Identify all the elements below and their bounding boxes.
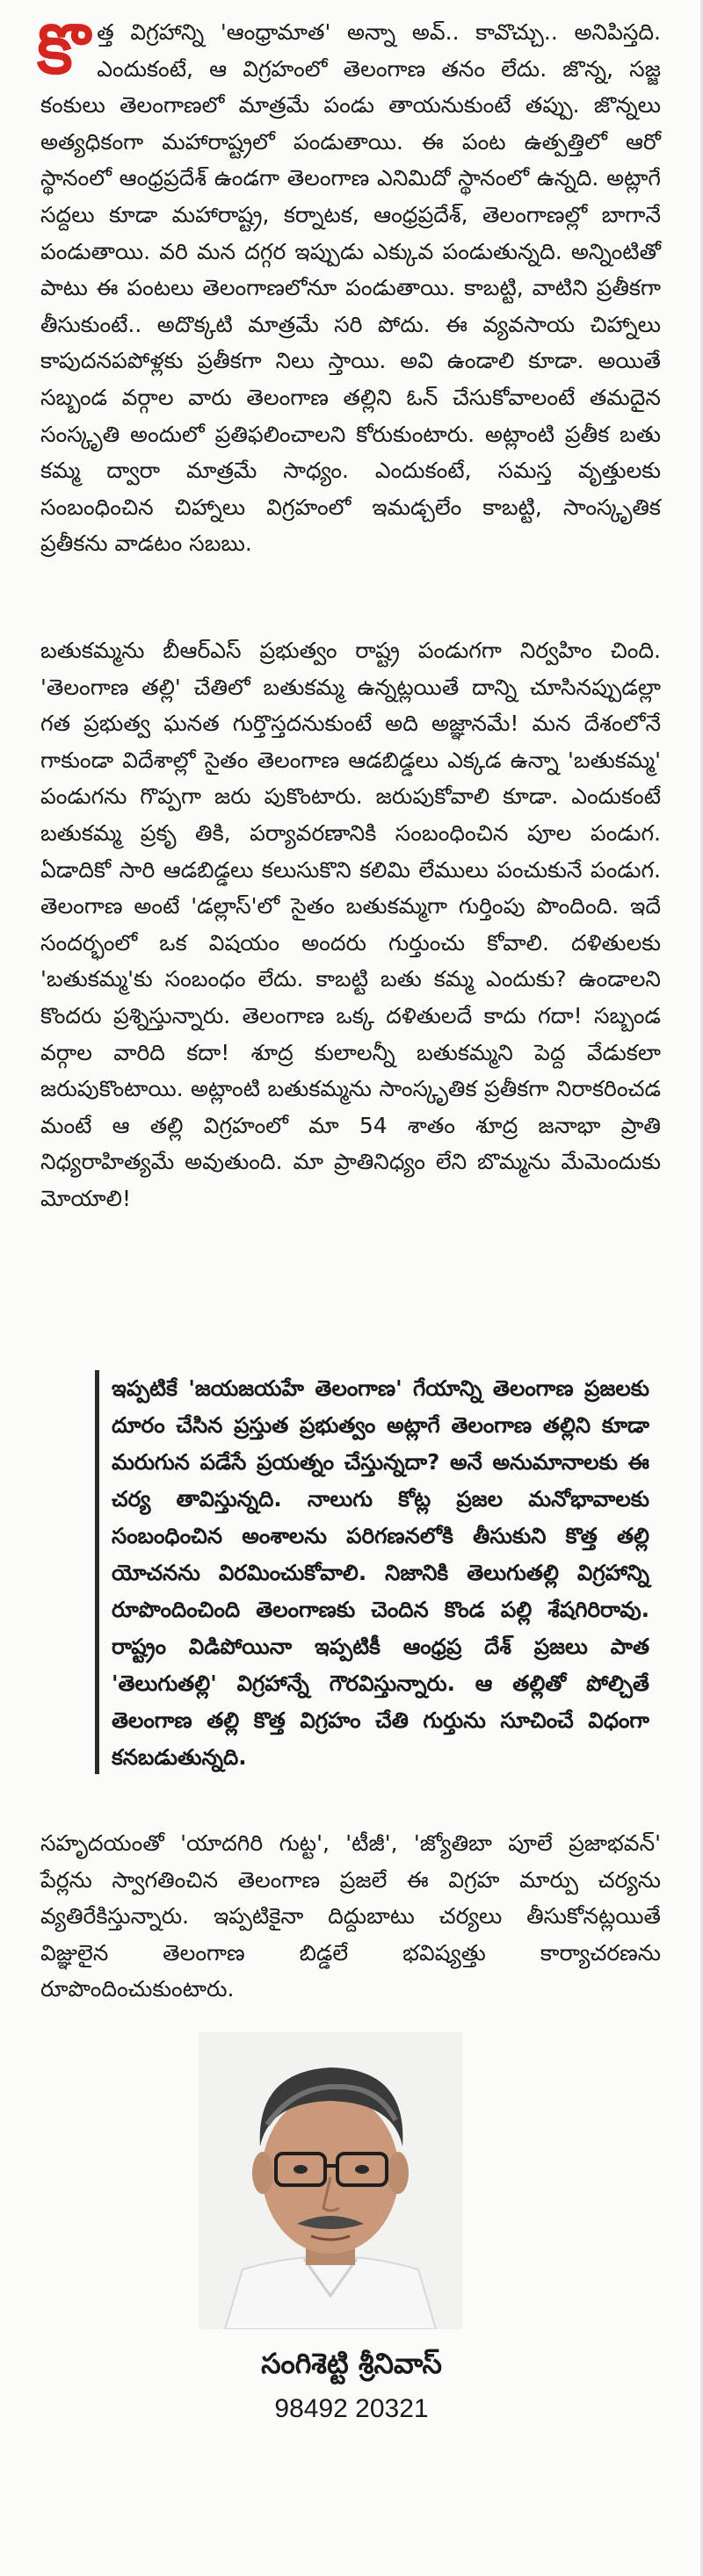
author-photo bbox=[199, 2032, 462, 2329]
paragraph-2-wrapper bbox=[40, 632, 661, 1217]
paragraph-1-wrapper bbox=[37, 10, 661, 562]
paragraph-2: బతుకమ్మను బీఆర్ఎస్ ప్రభుత్వం రాష్ట్ర పండుగగా నిర్వహిం చింది. 'తెలంగాణ తల్లి' చేతిలో బతుకమ్మ ఉన్నట్లయితే దాన్ని చూసినప్పుడల్లా గత ప్రభుత్వ ఘనత గుర్తొస్తదనుకుంటే అది అజ్ఞానమే! మన దేశంలోనే గాకుండా విదేశాల్లో సైతం తెలంగాణ ఆడబిడ్డలు ఎక్కడ ఉన్నా 'బతుకమ్మ' పండుగను గొప్పగా జరు పుకొంటారు. జరుపుకోవాలి కూడా. ఎందుకంటే బతుకమ్మ ప్రకృ తికి, పర్యావరణానికి సంబంధించిన పూల పండుగ. ఏడాదికో సారి ఆడబిడ్డలు కలుసుకొని కలిమి లేములు పంచుకునే పండుగ. తెలంగాణ అంటే 'డల్లాస్'లో సైతం బతుకమ్మగా గుర్తింపు పొందింది. ఇదే సందర్భంలో ఒక విషయం అందరు గుర్తుంచు కోవాలి. దళితులకు 'బతుకమ్మ'కు సంబంధం లేదు. కాబట్టి బతు కమ్మ ఎందుకు? ఉండాలని కొందరు ప్రశ్నిస్తున్నారు. తెలంగాణ ఒక్క దళితులదే కాదు గదా! సబ్బండ వర్గాల వారిది కదా! శూద్ర కులాలన్నీ బతుకమ్మని పెద్ద వేడుకలా జరుపుకొంటాయి. అట్లాంటి బతుకమ్మను సాంస్కృతిక ప్రతీకగా నిరాకరించడ మంటే ఆ తల్లి విగ్రహంలో మా 54 శాతం శూద్ర జనాభా ప్రాతి నిధ్యరాహిత్యమే అవుతుంది. మా ప్రాతినిధ్యం లేని బొమ్మను మేమెందుకు మోయాలి! bbox=[40, 638, 661, 1211]
paragraph-3-wrapper bbox=[40, 1825, 661, 2008]
pull-quote bbox=[95, 1370, 649, 1774]
author-name: సంగిశెట్టి శ్రీనివాస్ bbox=[261, 2347, 442, 2380]
paragraph-1: త్త విగ్రహాన్ని 'ఆంధ్రామాత' అన్నా అవ్.. కావొచ్చు.. అనిపిస్తది. ఎందుకంటే, ఆ విగ్రహంలో తెలంగాణ తనం లేదు. జొన్న, సజ్జ కంకులు తెలంగాణలో మాత్రమే పండు తాయనుకుంటే తప్పు. జొన్నలు అత్యధికంగా మహారాష్ట్రలో పండుతాయి. ఈ పంట ఉత్పత్తిలో ఆరో స్థానంలో ఆంధ్రప్రదేశ్ ఉండగా తెలంగాణ ఎనిమిదో స్థానంలో ఉన్నది. అట్లాగే సద్దలు కూడా మహారాష్ట్ర, కర్నాటక, ఆంధ్రప్రదేశ్, తెలంగాణల్లో బాగానే పండుతాయి. వరి మన దగ్గర ఇప్పుడు ఎక్కువ పండుతున్నది. అన్నింటితో పాటు ఈ పంటలు తెలంగాణలోనూ పండుతాయి. కాబట్టి, వాటిని ప్రతీకగా తీసుకుంటే.. అదొక్కటి మాత్రమే సరి పోదు. ఈ వ్యవసాయ చిహ్నాలు కాపుదనపపోళ్లకు ప్రతీకగా నిలు స్తాయి. అవి ఉండాలి కూడా. అయితే సబ్బండ వర్గాల వారు తెలంగాణ తల్లిని ఓన్ చేసుకోవాలంటే తమదైన సంస్కృతి అందులో ప్రతిఫలించాలని కోరుకుంటారు. అట్లాంటి ప్రతీక బతు కమ్మ ద్వారా మాత్రమే సాధ్యం. ఎందుకంటే, సమస్త వృత్తులకు సంబంధించిన చిహ్నాలు విగ్రహంలో ఇమడ్చలేం కాబట్టి, సాంస్కృతిక ప్రతీకను వాడటం సబబు. bbox=[40, 19, 661, 557]
author-phone: 98492 20321 bbox=[274, 2394, 429, 2423]
paragraph-3: సహృదయంతో 'యాదగిరి గుట్ట', 'టీజీ', 'జ్యోతిబా పూలే ప్రజాభవన్' పేర్లను స్వాగతించిన తెలంగాణ ప్రజలే ఈ విగ్రహ మార్పు చర్యను వ్యతిరేకిస్తున్నారు. ఇప్పటికైనా దిద్దుబాటు చర్యలు తీసుకోనట్లయితే విజ్ఞులైన తెలంగాణ బిడ్డలే భవిష్యత్తు కార్యాచరణను రూపొందించుకుంటారు. bbox=[40, 1830, 661, 2002]
pull-quote-text: ఇప్పటికే 'జయజయహే తెలంగాణ' గేయాన్ని తెలంగాణ ప్రజలకు దూరం చేసిన ప్రస్తుత ప్రభుత్వం అట్లాగే తెలంగాణ తల్లిని కూడా మరుగున పడేసే ప్రయత్నం చేస్తున్నదా? అనే అనుమానాలకు ఈ చర్య తావిస్తున్నది. నాలుగు కోట్ల ప్రజల మనోభావాలకు సంబంధించిన అంశాలను పరిగణనలోకి తీసుకుని కొత్త తల్లి యోచనను విరమించుకోవాలి. నిజానికి తెలుగుతల్లి విగ్రహాన్ని రూపొందించింది తెలంగాణకు చెందిన కొండ పల్లి శేషగిరిరావు. రాష్ట్రం విడిపోయినా ఇప్పటికీ ఆంధ్రప్ర దేశ్ ప్రజలు పాత 'తెలుగుతల్లి' విగ్రహాన్నే గౌరవిస్తున్నారు. ఆ తల్లితో పోల్చితే తెలంగాణ తల్లి కొత్త విగ్రహం చేతి గుర్తును సూచించే విధంగా కనబడుతున్నది. bbox=[112, 1375, 649, 1770]
author-portrait-icon bbox=[199, 2032, 462, 2329]
dropcap: కొ bbox=[37, 10, 91, 90]
